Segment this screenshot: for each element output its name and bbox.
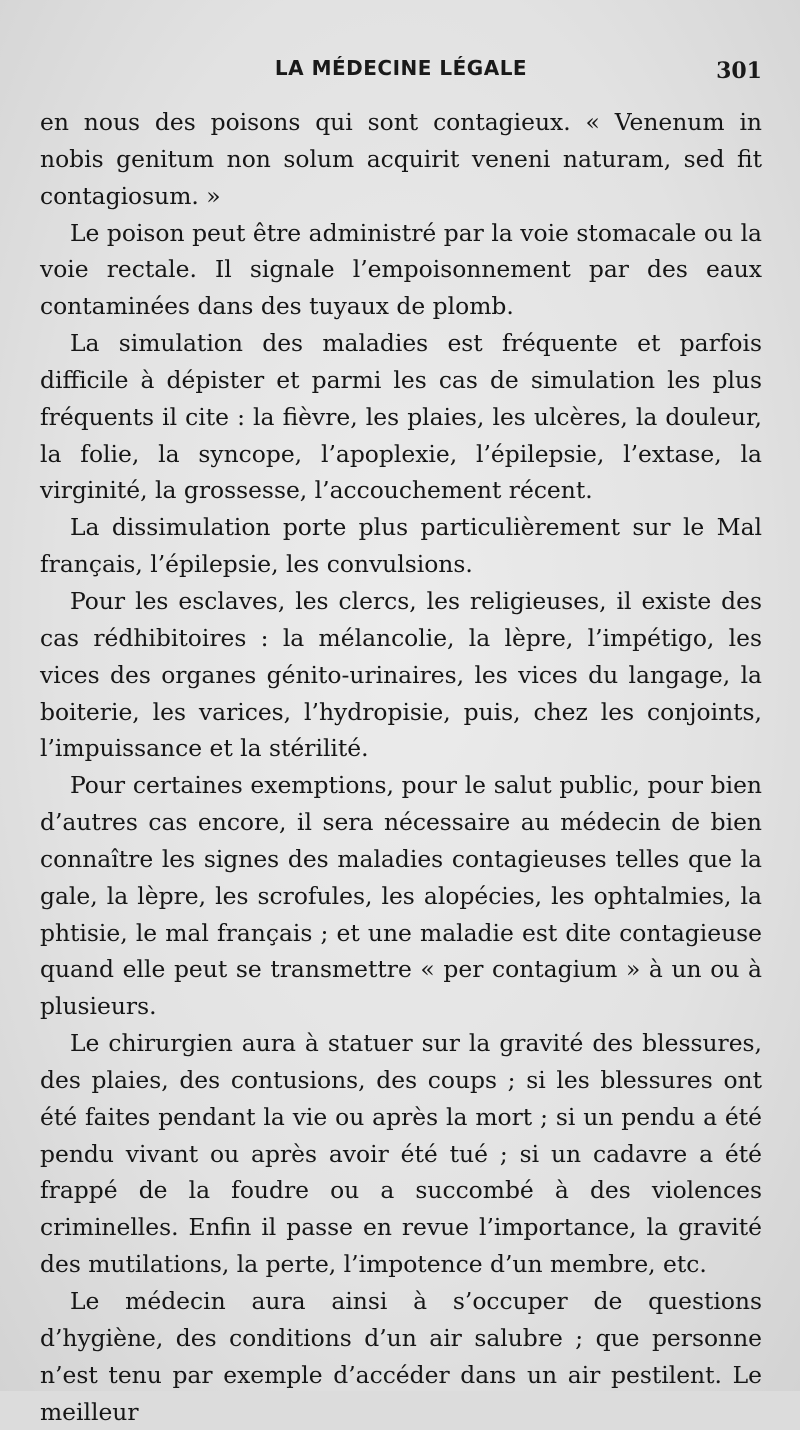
paragraph-surgeon: Le chirurgien aura à statuer sur la gravité des blessures, des plaies, des contusions, des coups ; si les blessures ont été faites pendant la vie ou après la mort ; si un pendu a été pendu vivant ou après avoir été tué ; si un cadavre a été frappé de la foudre ou a succombé à des violences criminelles. Enfin il passe en revue l’importance, la gravité des mutilations, la perte, l’impotence d’un membre, etc. [40,1029,762,1279]
running-head [40,54,762,90]
paragraph-poison-administration: Le poison peut être administré par la voie stomacale ou la voie rectale. Il signale l’empoisonnement par des eaux contaminées dans des tuyaux de plomb. [40,218,762,321]
paragraph-contagious-diseases: Pour certaines exemptions, pour le salut public, pour bien d’autres cas encore, il sera nécessaire au médecin de bien connaître les signes des maladies contagieuses telles que la gale, la lèpre, les scrofules, les alopécies, les ophtalmies, la phtisie, le mal français ; et une maladie est dite contagieuse quand elle peut se transmettre « per contagium » à un ou à plusieurs. [40,771,762,1021]
paragraph-continued: en nous des poisons qui sont contagieux. « Venenum in nobis genitum non solum acquirit veneni naturam, sed fit contagiosum. » [40,108,762,210]
page-number: 301 [716,58,762,84]
body-text [40,104,762,1430]
paragraph-hygiene: Le médecin aura ainsi à s’occuper de questions d’hygiène, des conditions d’un air salubre ; que personne n’est tenu par exemple d’accéder dans un air pestilent. Le meilleur [40,1287,762,1426]
paragraph-dissimulation: La dissimulation porte plus particulièrement sur le Mal français, l’épilepsie, les convulsions. [40,513,762,579]
paragraph-simulation: La simulation des maladies est fréquente et parfois difficile à dépister et parmi les cas de simulation les plus fréquents il cite : la fièvre, les plaies, les ulcères, la douleur, la folie, la syncope, l’apoplexie, l’épilepsie, l’extase, la virginité, la grossesse, l’accouchement récent. [40,329,762,505]
running-title: LA MÉDECINE LÉGALE [274,56,528,80]
paragraph-redhibitory-cases: Pour les esclaves, les clercs, les religieuses, il existe des cas rédhibitoires : la mélancolie, la lèpre, l’impétigo, les vices des organes génito-urinaires, les vices du langage, la boiterie, les varices, l’hydropisie, puis, chez les conjoints, l’impuissance et la stérilité. [40,586,762,763]
